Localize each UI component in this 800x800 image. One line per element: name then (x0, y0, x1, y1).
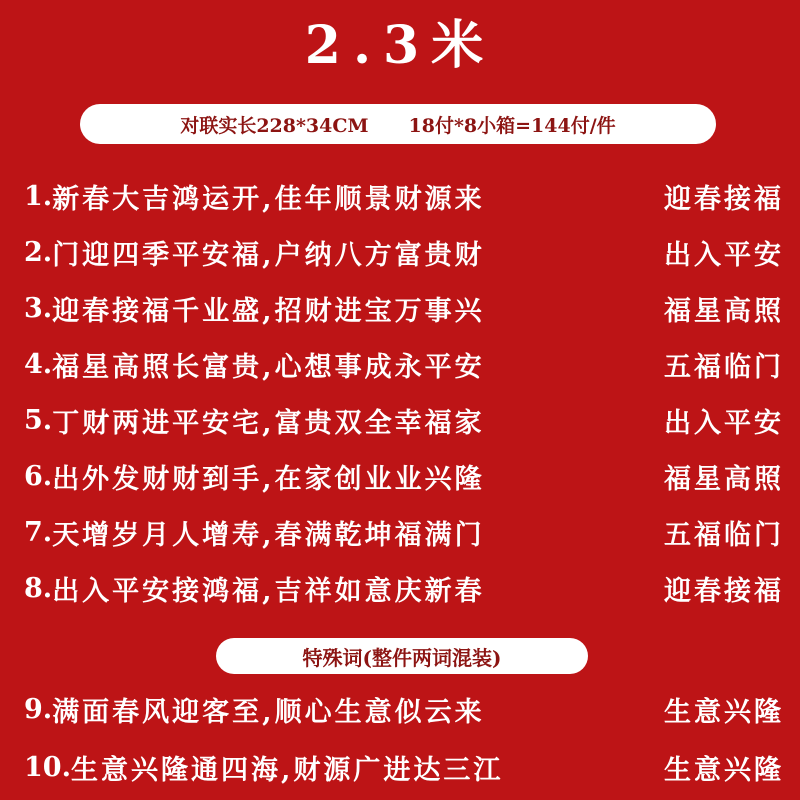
couplet-number: 4. (24, 348, 53, 380)
couplet-row (24, 168, 784, 224)
couplet-row (24, 392, 784, 448)
couplet-horizontal-scroll: 生意兴隆 (664, 754, 784, 786)
couplet-text: 出外发财财到手,在家创业业兴隆 (52, 463, 485, 495)
couplet-text: 新春大吉鸿运开,佳年顺景财源来 (52, 183, 485, 215)
couplet-row (24, 336, 784, 392)
couplet-horizontal-scroll: 出入平安 (664, 407, 784, 439)
couplet-number: 3. (24, 292, 53, 324)
couplet-text: 迎春接福千业盛,招财进宝万事兴 (52, 295, 485, 327)
couplet-horizontal-scroll: 迎春接福 (664, 575, 784, 607)
couplet-text: 满面春风迎客至,顺心生意似云来 (52, 696, 485, 728)
special-couplet-list (24, 680, 784, 796)
couplet-number: 5. (24, 404, 53, 436)
couplet-number: 10. (24, 751, 71, 783)
couplet-number: 8. (24, 572, 53, 604)
couplet-list (24, 168, 784, 616)
spec-banner (80, 104, 716, 144)
couplet-text: 出入平安接鸿福,吉祥如意庆新春 (52, 575, 485, 607)
couplet-row (24, 504, 784, 560)
couplet-horizontal-scroll: 福星高照 (664, 463, 784, 495)
couplet-row (24, 280, 784, 336)
couplet-number: 9. (24, 693, 53, 725)
couplet-horizontal-scroll: 福星高照 (664, 295, 784, 327)
couplet-number: 1. (24, 180, 53, 212)
couplet-text: 门迎四季平安福,户纳八方富贵财 (52, 239, 485, 271)
couplet-number: 7. (24, 516, 53, 548)
couplet-number: 6. (24, 460, 53, 492)
couplet-row (24, 448, 784, 504)
spec-packing: 18付*8小箱=144付/件 (408, 114, 616, 137)
couplet-text: 丁财两进平安宅,富贵双全幸福家 (52, 407, 485, 439)
couplet-row (24, 680, 784, 738)
couplet-horizontal-scroll: 出入平安 (664, 239, 784, 271)
couplet-text: 天增岁月人增寿,春满乾坤福满门 (52, 519, 485, 551)
couplet-horizontal-scroll: 五福临门 (664, 351, 784, 383)
couplet-text: 福星高照长富贵,心想事成永平安 (52, 351, 485, 383)
couplet-row (24, 738, 784, 796)
couplet-number: 2. (24, 236, 53, 268)
couplet-horizontal-scroll: 迎春接福 (664, 183, 784, 215)
couplet-text: 生意兴隆通四海,财源广进达三江 (70, 754, 504, 786)
couplet-horizontal-scroll: 五福临门 (664, 519, 784, 551)
special-words-banner: 特殊词(整件两词混装) (216, 638, 588, 674)
couplet-horizontal-scroll: 生意兴隆 (664, 696, 784, 728)
couplet-row (24, 560, 784, 616)
page-title: 2.3米 (304, 15, 496, 76)
spec-size: 对联实长228*34CM (180, 114, 369, 137)
couplet-row (24, 224, 784, 280)
